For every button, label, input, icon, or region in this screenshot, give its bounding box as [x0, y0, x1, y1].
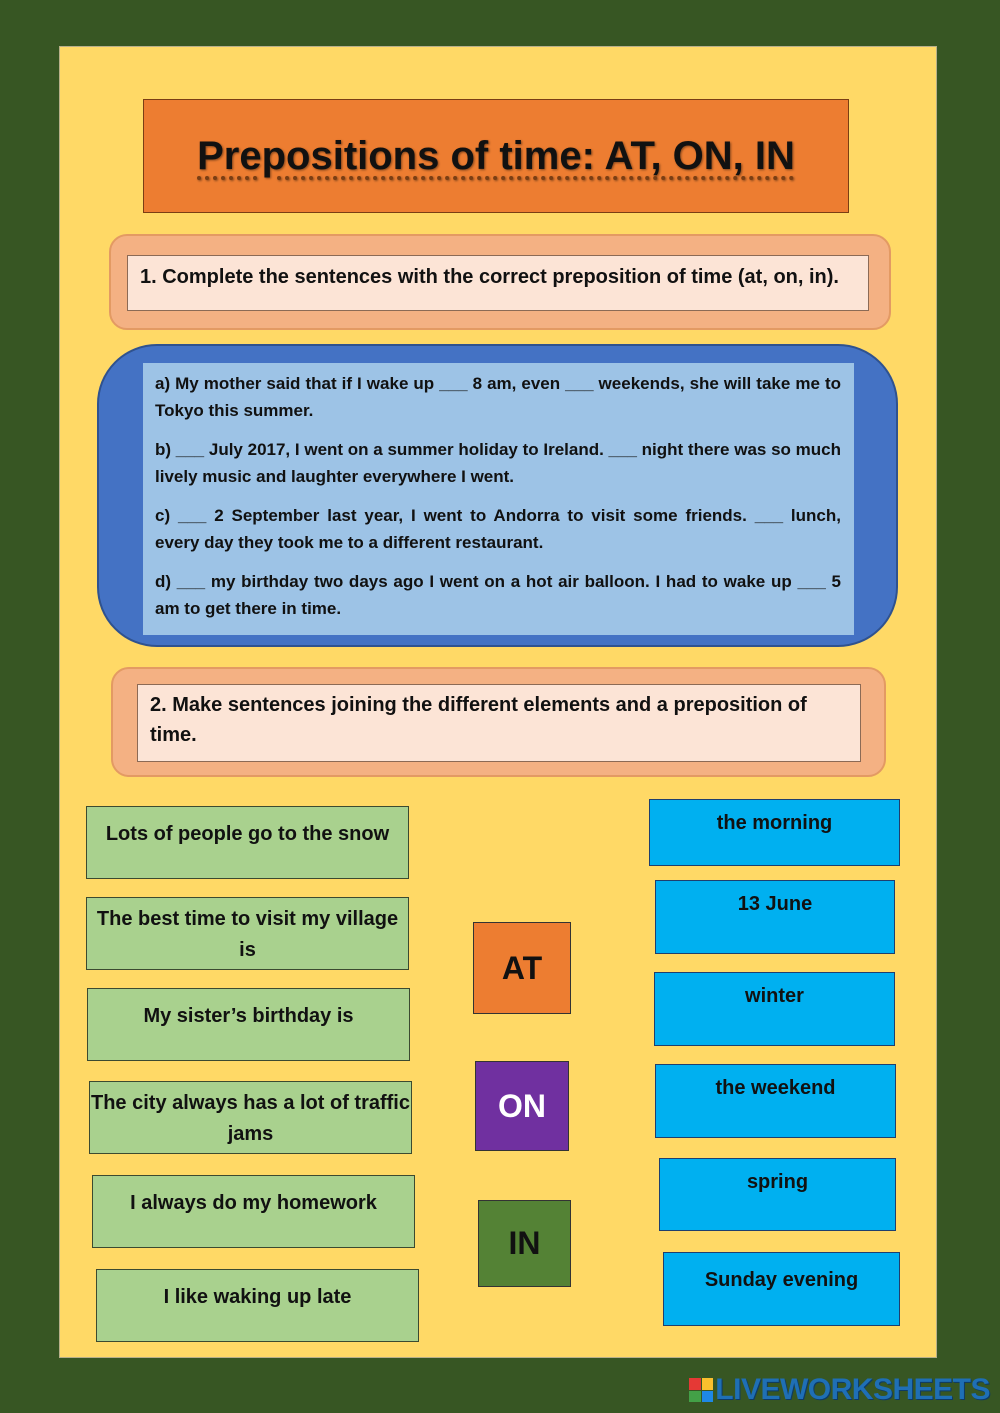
left-phrase-4[interactable]: The city always has a lot of traffic jams [89, 1081, 412, 1154]
right-phrase-3[interactable]: winter [654, 972, 895, 1046]
sentence-b: b) ___ July 2017, I went on a summer holiday to Ireland. ___ night there was so much lively music and laughter everywhere I went. [155, 440, 841, 486]
preposition-at[interactable]: AT [473, 922, 571, 1014]
title-banner [143, 99, 849, 213]
sentence-c: c) ___ 2 September last year, I went to Andorra to visit some friends. ___ lunch, every day they took me to a different restaurant. [155, 506, 841, 552]
sentence-a: a) My mother said that if I wake up ___ 8 am, even ___ weekends, she will take me to Tokyo this summer. [155, 374, 841, 420]
liveworksheets-logo-icon [689, 1378, 713, 1402]
left-phrase-5[interactable]: I always do my homework [92, 1175, 415, 1248]
sentence-d: d) ___ my birthday two days ago I went on a hot air balloon. I had to wake up ___ 5 am to get there in time. [155, 572, 841, 618]
right-phrase-6[interactable]: Sunday evening [663, 1252, 900, 1326]
preposition-in[interactable]: IN [478, 1200, 571, 1287]
right-phrase-5[interactable]: spring [659, 1158, 896, 1231]
left-phrase-1[interactable]: Lots of people go to the snow [86, 806, 409, 879]
page-title: Prepositions of time: AT, ON, IN [197, 133, 795, 178]
preposition-on[interactable]: ON [475, 1061, 569, 1151]
instruction-1: 1. Complete the sentences with the correct preposition of time (at, on, in). [127, 255, 869, 311]
logo-text: LIVEWORKSHEETS [715, 1373, 990, 1406]
right-phrase-2[interactable]: 13 June [655, 880, 895, 954]
left-phrase-2[interactable]: The best time to visit my village is [86, 897, 409, 970]
sentences-panel [143, 363, 854, 635]
left-phrase-3[interactable]: My sister’s birthday is [87, 988, 410, 1061]
right-phrase-4[interactable]: the weekend [655, 1064, 896, 1138]
instruction-2: 2. Make sentences joining the different elements and a preposition of time. [137, 684, 861, 762]
left-phrase-6[interactable]: I like waking up late [96, 1269, 419, 1342]
liveworksheets-logo[interactable] [689, 1373, 990, 1407]
right-phrase-1[interactable]: the morning [649, 799, 900, 866]
